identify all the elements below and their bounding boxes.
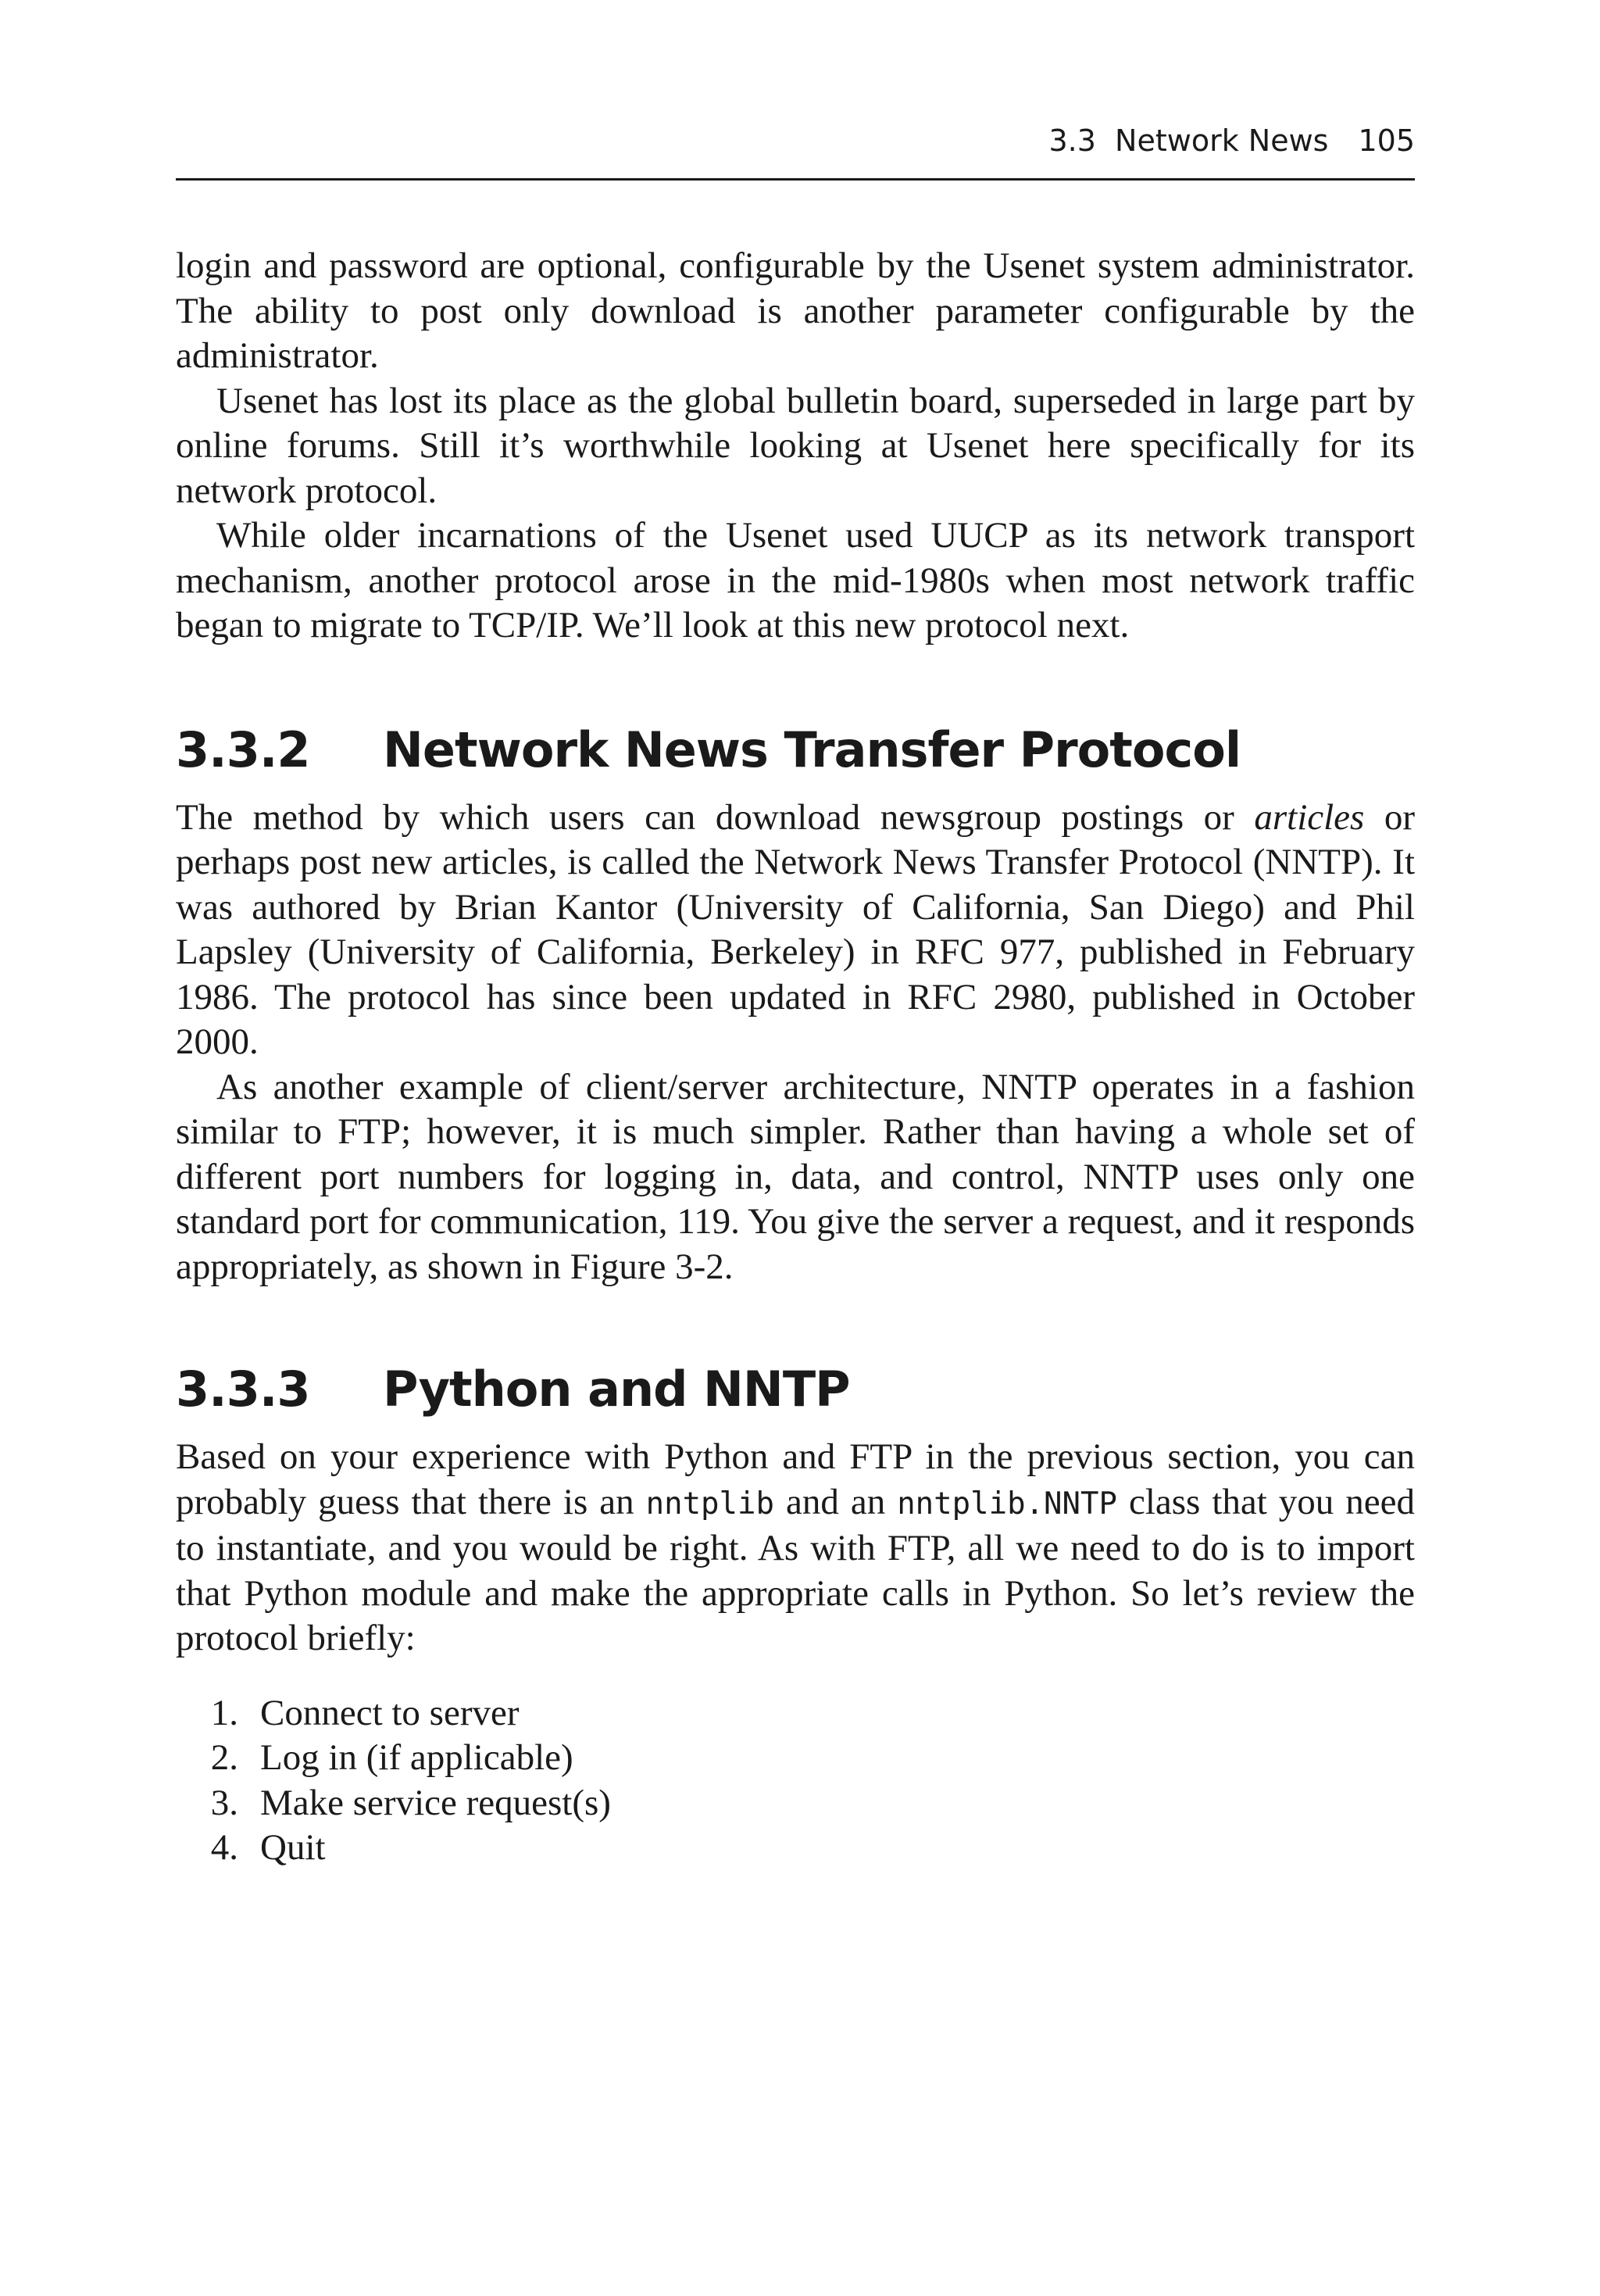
- protocol-steps-list: [176, 1691, 1415, 1871]
- nntplib-code: nntplib: [645, 1486, 774, 1522]
- python-nntp-text-2: and an: [773, 1481, 898, 1522]
- section-number: 3.3.2: [176, 721, 310, 778]
- list-item: [176, 1826, 1415, 1871]
- nntp-paragraph-1-start: The method by which users can download newsgroup postings or: [176, 796, 1255, 838]
- intro-paragraph-2: Usenet has lost its place as the global bulletin board, superseded in large part by online forums. Still it’s worthwhile looking at Usenet here specifically for its network protocol.: [176, 380, 1415, 511]
- intro-paragraph-3: While older incarnations of the Usenet used UUCP as its network transport mechanism, another protocol arose in the mid-1980s when most network traffic began to migrate to TCP/IP. We’ll look at this new protocol next.: [176, 515, 1415, 646]
- list-item-text: Make service request(s): [260, 1782, 611, 1823]
- python-nntp-text-1: Based on your experience with Python and FTP in the previous section, you can probably guess that there is an: [176, 1436, 1415, 1522]
- nntp-paragraph-2: As another example of client/server architecture, NNTP operates in a fashion similar to FTP; however, it is much simpler. Rather than having a whole set of different port numbers for logging in, data, and control, NNTP uses only one standard port for communication, 119. You give the server a request, and it responds appropriately, as shown in Figure 3-2.: [176, 1066, 1415, 1287]
- intro-paragraph-1: login and password are optional, configurable by the Usenet system administrator. The ability to post only download is another parameter configurable by the administrator.: [176, 245, 1415, 376]
- nntp-paragraph-1: [176, 796, 1415, 1065]
- python-nntp-paragraph: [176, 1435, 1415, 1661]
- list-item-text: Log in (if applicable): [260, 1737, 573, 1778]
- list-item: [176, 1736, 1415, 1781]
- list-item: [176, 1691, 1415, 1736]
- nntp-paragraph-1-end: or perhaps post new articles, is called the Network News Transfer Protocol (NNTP). It was authored by Brian Kantor (University of California, San Diego) and Phil Lapsley (University of California, Berkeley) in RFC 977, published in February 1986. The protocol has since been updated in RFC 2980, published in October 2000.: [176, 796, 1415, 1062]
- list-item-number: 4.: [210, 1827, 238, 1868]
- nntplib-nntp-code: nntplib.NNTP: [897, 1486, 1117, 1522]
- python-nntp-text-3: class that you need to instantiate, and you would be right. As with FTP, all we need to do is to import that Python module and make the appropriate calls in Python. So let’s review the protocol briefly:: [176, 1481, 1416, 1658]
- section-title: Python and NNTP: [383, 1361, 850, 1418]
- section-heading-3-3-2: [176, 719, 1415, 781]
- page-number: 105: [1358, 123, 1415, 158]
- list-item: [176, 1781, 1415, 1826]
- running-header-section: 3.3 Network News: [1048, 123, 1329, 158]
- list-item-text: Connect to server: [260, 1692, 520, 1733]
- list-item-number: 1.: [210, 1692, 238, 1733]
- book-page: [176, 0, 1415, 2296]
- running-header: [176, 123, 1415, 158]
- page-body: [176, 244, 1415, 1871]
- section-number: 3.3.3: [176, 1361, 310, 1418]
- section-title: Network News Transfer Protocol: [383, 721, 1241, 778]
- list-item-number: 3.: [210, 1782, 238, 1823]
- articles-italic: articles: [1254, 796, 1365, 838]
- section-heading-3-3-3: [176, 1358, 1415, 1421]
- list-item-number: 2.: [210, 1737, 238, 1778]
- header-rule: [176, 178, 1415, 181]
- list-item-text: Quit: [260, 1827, 326, 1868]
